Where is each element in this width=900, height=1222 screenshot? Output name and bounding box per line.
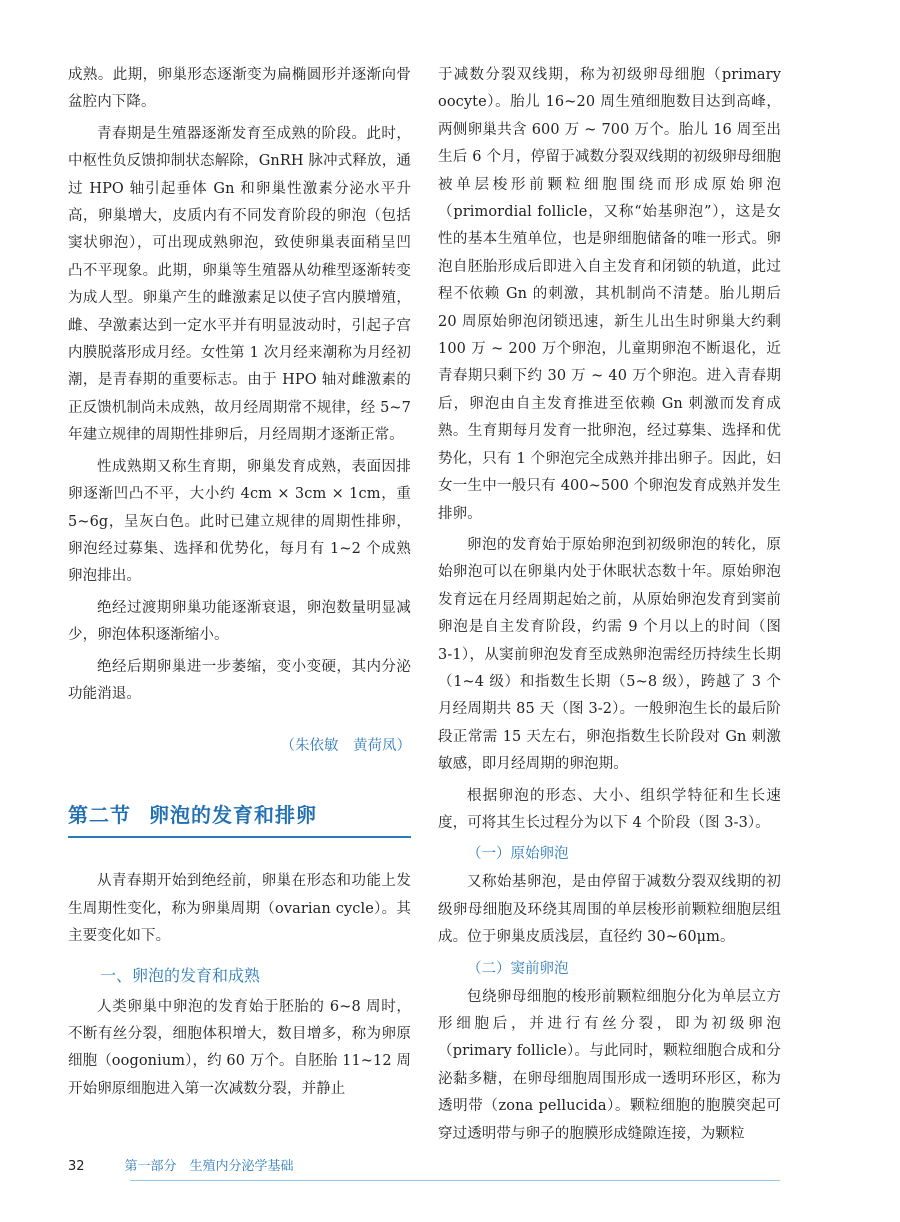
paragraph: 青春期是生殖器逐渐发育至成熟的阶段。此时，中枢性负反馈抑制状态解除，GnRH 脉冲式释放，通过 HPO 轴引起垂体 Gn 和卵巢性激素分泌水平升高，卵巢增大，皮质内有不同发育阶段的卵泡（包括窦状卵泡），可出现成熟卵泡，致使卵巢表面稍呈凹凸不平现象。此期，卵巢等生殖器从幼稚型逐渐转变为成人型。卵巢产生的雌激素足以使子宫内膜增殖，雌、孕激素达到一定水平并有明显波动时，引起子宫内膜脱落形成月经。女性第 1 次月经来潮称为月经初潮，是青春期的重要标志。由于 HPO 轴对雌激素的正反馈机制尚未成熟，故月经周期常不规律，经 5~7 年建立规律的周期性排卵后，月经周期才逐渐正常。 (68, 125, 411, 444)
paragraph: 绝经过渡期卵巢功能逐渐衰退，卵泡数量明显减少，卵泡体积逐渐缩小。 (68, 599, 411, 644)
author-credit: （朱依敏 黄荷凤） (280, 738, 411, 755)
paragraph: 从青春期开始到绝经前，卵巢在形态和功能上发生周期性变化，称为卵巢周期（ovarian cycle）。其主要变化如下。 (68, 873, 411, 945)
paragraph: 包绕卵母细胞的梭形前颗粒细胞分化为单层立方形细胞后，并进行有丝分裂，即为初级卵泡（primary follicle）。与此同时，颗粒细胞合成和分泌黏多糖，在卵母细胞周围形成一透明环形区，称为透明带（zona pellucida）。颗粒细胞的胞膜突起可穿过透明带与卵子的胞膜形成缝隙连接，为颗粒 (438, 988, 781, 1142)
paragraph: 人类卵巢中卵泡的发育始于胚胎的 6~8 周时，不断有丝分裂，细胞体积增大，数目增多，称为卵原细胞（oogonium），约 60 万个。自胚胎 11~12 周开始卵原细胞进入第一次减数分裂，并静止 (68, 998, 411, 1097)
page-number: 32 (68, 1159, 85, 1174)
section-number: 第二节 (68, 803, 131, 828)
subsection-heading: （一）原始卵泡 (467, 846, 569, 863)
right-column (438, 62, 781, 1152)
paragraph: 卵泡的发育始于原始卵泡到初级卵泡的转化，原始卵泡可以在卵巢内处于休眠状态数十年。原始卵泡发育远在月经周期起始之前，从原始卵泡发育到窦前卵泡是自主发育阶段，约需 9 个月以上的时间（图 3-1），从窦前卵泡发育至成熟卵泡需经历持续生长期（1~4 级）和指数生长期（5~8 级），跨越了 3 个月经周期共 85 天（图 3-2）。一般卵泡生长的最后阶段正常需 15 天左右，卵泡指数生长阶段对 Gn 刺激敏感，即月经周期的卵泡期。 (438, 536, 781, 773)
section-title-text: 卵泡的发育和排卵 (149, 803, 317, 828)
subsection-heading: （二）窦前卵泡 (467, 960, 569, 977)
paragraph: 根据卵泡的形态、大小、组织学特征和生长速度，可将其生长过程分为以下 4 个阶段（图 3-3）。 (438, 787, 781, 831)
paragraph: 于减数分裂双线期，称为初级卵母细胞（primary oocyte）。胎儿 16~20 周生殖细胞数目达到高峰，两侧卵巢共含 600 万 ~ 700 万个。胎儿 16 周至出生后 6 个月，停留于减数分裂双线期的初级卵母细胞被单层梭形前颗粒细胞围绕而形成原始卵泡（primordial follicle，又称“始基卵泡”），这是女性的基本生殖单位，也是卵细胞储备的唯一形式。卵泡自胚胎形成后即进入自主发育和闭锁的轨道，此过程不依赖 Gn 的刺激，其机制尚不清楚。胎儿期后 20 周原始卵泡闭锁迅速，新生儿出生时卵巢大约剩 100 万 ~ 200 万个卵泡，儿童期卵泡不断退化，近青春期只剩下约 30 万 ~ 40 万个卵泡。进入青春期后，卵泡由自主发育推进至依赖 Gn 刺激而发育成熟。生育期每月发育一批卵泡，经过募集、选择和优势化，只有 1 个卵泡完全成熟并排出卵子。因此，妇女一生中一般只有 400~500 个卵泡发育成熟并发生排卵。 (438, 67, 781, 522)
subheading: 一、卵泡的发育和成熟 (100, 965, 261, 985)
left-column (68, 62, 411, 1107)
page-footer (68, 1155, 780, 1174)
paragraph: 性成熟期又称生育期，卵巢发育成熟，表面因排卵逐渐凹凸不平，大小约 4cm × 3cm × 1cm，重 5~6g，呈灰白色。此时已建立规律的周期性排卵，卵泡经过募集、选择和优势化，每月有 1~2 个成熟卵泡排出。 (68, 458, 411, 585)
paragraph: 又称始基卵泡，是由停留于减数分裂双线期的初级卵母细胞及环绕其周围的单层梭形前颗粒细胞层组成。位于卵巢皮质浅层，直径约 30~60μm。 (438, 874, 781, 946)
paragraph: 绝经后期卵巢进一步萎缩，变小变硬，其内分泌功能消退。 (68, 658, 411, 702)
footer-divider (130, 1180, 780, 1181)
paragraph: 成熟。此期，卵巢形态逐渐变为扁椭圆形并逐渐向骨盆腔内下降。 (68, 67, 411, 111)
section-title (68, 799, 411, 838)
running-title: 第一部分 生殖内分泌学基础 (124, 1159, 294, 1174)
spacer (68, 838, 411, 868)
